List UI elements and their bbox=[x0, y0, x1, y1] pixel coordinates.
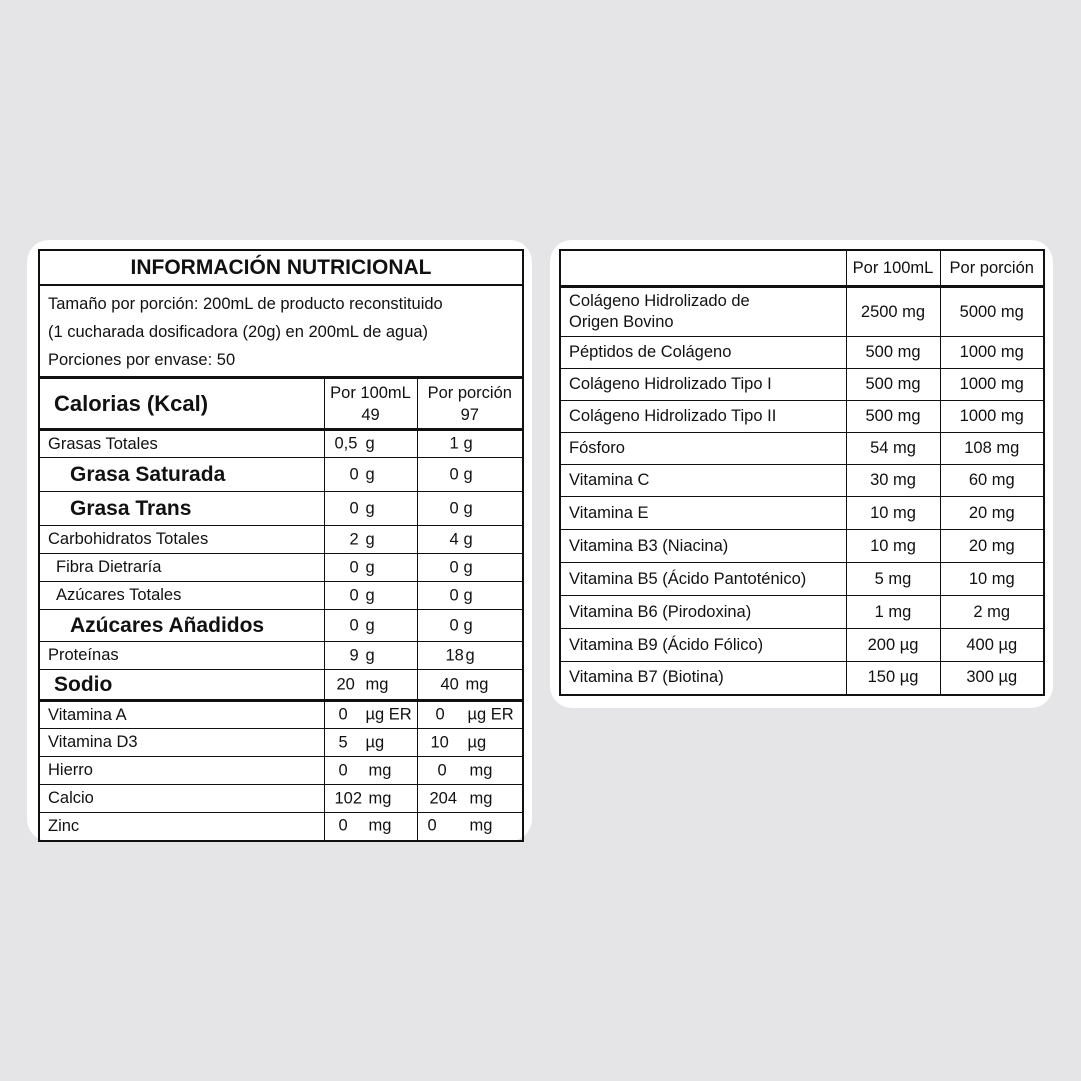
supplement-name: Vitamina B7 (Biotina) bbox=[569, 668, 724, 687]
label-title: INFORMACIÓN NUTRICIONAL bbox=[39, 250, 523, 285]
table-row bbox=[560, 497, 1044, 530]
nutrient-name: Azúcares Totales bbox=[39, 582, 324, 610]
value-per-100ml: 500 mg bbox=[846, 401, 940, 433]
supplement-name: Vitamina B5 (Ácido Pantoténico) bbox=[560, 563, 846, 596]
calories-value-per-serving: 97 bbox=[460, 405, 479, 424]
nutrition-label-main bbox=[27, 240, 532, 841]
calories-per-100ml bbox=[324, 378, 417, 430]
col-header-per-100ml: Por 100mL bbox=[846, 250, 940, 287]
value-per-100ml: 10 mg bbox=[846, 497, 940, 530]
col-header-per-serving: Por porción bbox=[427, 383, 512, 402]
value-per-serving: 10 bbox=[430, 733, 449, 751]
serving-info bbox=[39, 285, 523, 378]
nutrient-name: Zinc bbox=[48, 816, 80, 835]
nutrient-name: Vitamina A bbox=[39, 701, 324, 729]
table-row bbox=[39, 642, 523, 670]
value-per-serving: 10 mg bbox=[940, 563, 1044, 596]
unit-per-100ml: µg ER bbox=[365, 705, 412, 724]
supplement-name: Vitamina C bbox=[560, 465, 846, 497]
table-row bbox=[560, 530, 1044, 563]
value-per-serving: 0 bbox=[449, 586, 459, 604]
calories-label: Calorias (Kcal) bbox=[39, 378, 324, 430]
value-per-serving: 18 bbox=[445, 646, 464, 664]
value-per-100ml: 0 bbox=[338, 816, 348, 835]
unit-per-serving: g bbox=[463, 465, 473, 483]
unit-per-100ml: mg bbox=[368, 789, 392, 807]
value-per-serving: 0 bbox=[449, 616, 459, 634]
value-per-serving: 60 mg bbox=[940, 465, 1044, 497]
unit-per-serving: g bbox=[463, 558, 473, 576]
table-row bbox=[560, 465, 1044, 497]
value-per-100ml: 5 bbox=[338, 733, 348, 751]
value-per-serving: 0 bbox=[427, 816, 437, 835]
unit-per-serving: g bbox=[463, 499, 473, 517]
unit-per-serving: mg bbox=[469, 789, 493, 807]
nutrient-name: Hierro bbox=[39, 757, 324, 785]
value-per-100ml: 500 mg bbox=[846, 369, 940, 401]
header-blank bbox=[560, 250, 846, 287]
value-per-100ml: 0 bbox=[349, 465, 359, 483]
nutrient-name: Fibra Dietraría bbox=[39, 554, 324, 582]
nutrition-label-supplements bbox=[550, 240, 1053, 708]
value-per-100ml: 10 mg bbox=[846, 530, 940, 563]
unit-per-100ml: g bbox=[365, 646, 375, 664]
value-per-100ml: 9 bbox=[349, 646, 359, 664]
value-per-100ml: 0 bbox=[338, 705, 348, 724]
nutrient-name: Grasa Saturada bbox=[39, 458, 324, 492]
value-per-serving: 20 mg bbox=[940, 497, 1044, 530]
value-per-100ml: 102 bbox=[334, 789, 363, 807]
unit-per-serving: µg ER bbox=[467, 705, 514, 724]
value-per-100ml: 0 bbox=[338, 761, 348, 779]
value-per-100ml: 2500 mg bbox=[846, 287, 940, 337]
unit-per-serving: mg bbox=[469, 816, 493, 835]
supplement-name: Vitamina B3 (Niacina) bbox=[560, 530, 846, 563]
table-row bbox=[39, 757, 523, 785]
table-row bbox=[39, 554, 523, 582]
value-per-100ml: 200 µg bbox=[846, 629, 940, 662]
table-row bbox=[560, 662, 1044, 695]
value-per-100ml: 150 µg bbox=[846, 662, 940, 695]
table-row bbox=[39, 430, 523, 458]
value-per-100ml: 500 mg bbox=[846, 337, 940, 369]
unit-per-100ml: g bbox=[365, 586, 375, 604]
unit-per-100ml: mg bbox=[368, 761, 392, 779]
value-per-100ml: 1 mg bbox=[846, 596, 940, 629]
value-per-100ml: 0 bbox=[349, 586, 359, 604]
table-row bbox=[39, 458, 523, 492]
unit-per-100ml: g bbox=[365, 530, 375, 548]
value-per-serving: 0 bbox=[449, 558, 459, 576]
supplement-name: Colágeno Hidrolizado de Origen Bovino bbox=[560, 287, 846, 337]
col-header-per-100ml: Por 100mL bbox=[330, 383, 411, 402]
table-row bbox=[560, 369, 1044, 401]
value-per-serving: 0 bbox=[449, 465, 459, 483]
nutrition-facts-table bbox=[38, 249, 524, 842]
value-per-serving: 5000 mg bbox=[940, 287, 1044, 337]
value-per-serving: 0 bbox=[435, 705, 445, 724]
serving-detail: (1 cucharada dosificadora (20g) en 200mL de agua) bbox=[48, 323, 429, 341]
unit-per-serving: g bbox=[463, 586, 473, 604]
value-per-100ml: 20 bbox=[336, 675, 355, 693]
unit-per-100ml: g bbox=[365, 499, 375, 517]
table-row bbox=[39, 526, 523, 554]
table-row bbox=[39, 785, 523, 813]
supplement-facts-table bbox=[559, 249, 1045, 696]
value-per-100ml: 30 mg bbox=[846, 465, 940, 497]
value-per-100ml: 0 bbox=[349, 499, 359, 517]
table-row bbox=[39, 701, 523, 729]
value-per-100ml: 54 mg bbox=[846, 433, 940, 465]
nutrient-name: Proteínas bbox=[39, 642, 324, 670]
table-row bbox=[39, 582, 523, 610]
unit-per-serving: g bbox=[465, 646, 475, 664]
table-row bbox=[560, 337, 1044, 369]
table-row bbox=[39, 610, 523, 642]
value-per-serving: 1 bbox=[449, 434, 459, 453]
value-per-serving: 108 mg bbox=[940, 433, 1044, 465]
unit-per-serving: g bbox=[463, 434, 473, 453]
value-per-serving: 20 mg bbox=[940, 530, 1044, 563]
supplement-name: Péptidos de Colágeno bbox=[560, 337, 846, 369]
serving-size: Tamaño por porción: 200mL de producto reconstituido bbox=[48, 295, 443, 313]
supplement-name: Colágeno Hidrolizado Tipo I bbox=[560, 369, 846, 401]
supplement-name: Fósforo bbox=[560, 433, 846, 465]
value-per-serving: 40 bbox=[440, 675, 459, 693]
unit-per-serving: mg bbox=[469, 761, 493, 779]
calories-value-per-100ml: 49 bbox=[361, 405, 380, 424]
nutrient-name: Azúcares Añadidos bbox=[39, 610, 324, 642]
unit-per-serving: g bbox=[463, 530, 473, 548]
table-row bbox=[39, 729, 523, 757]
table-row bbox=[560, 433, 1044, 465]
value-per-100ml: 5 mg bbox=[846, 563, 940, 596]
nutrient-name: Calcio bbox=[39, 785, 324, 813]
supplement-name: Colágeno Hidrolizado Tipo II bbox=[560, 401, 846, 433]
table-row bbox=[39, 670, 523, 701]
value-per-serving: 300 µg bbox=[940, 662, 1044, 695]
value-per-100ml: 0 bbox=[349, 558, 359, 576]
unit-per-100ml: mg bbox=[365, 675, 389, 693]
table-row bbox=[560, 401, 1044, 433]
value-per-serving: 4 bbox=[449, 530, 459, 548]
unit-per-100ml: g bbox=[365, 465, 375, 483]
supplement-name: Vitamina B9 (Ácido Fólico) bbox=[560, 629, 846, 662]
table-row bbox=[560, 287, 1044, 337]
table-row bbox=[560, 596, 1044, 629]
value-per-serving: 1000 mg bbox=[940, 337, 1044, 369]
value-per-serving: 0 bbox=[449, 499, 459, 517]
nutrient-name: Carbohidratos Totales bbox=[39, 526, 324, 554]
unit-per-100ml: g bbox=[365, 616, 375, 634]
value-per-serving: 204 bbox=[429, 789, 458, 807]
value-per-serving: 2 mg bbox=[940, 596, 1044, 629]
table-row bbox=[560, 629, 1044, 662]
unit-per-serving: mg bbox=[465, 675, 489, 693]
unit-per-100ml: g bbox=[365, 558, 375, 576]
value-per-serving: 1000 mg bbox=[940, 401, 1044, 433]
value-per-100ml: 0 bbox=[349, 616, 359, 634]
unit-per-serving: g bbox=[463, 616, 473, 634]
value-per-serving: 400 µg bbox=[940, 629, 1044, 662]
value-per-100ml: 0,5 bbox=[334, 434, 358, 453]
servings-per-container: Porciones por envase: 50 bbox=[48, 351, 236, 369]
table-row bbox=[560, 563, 1044, 596]
supplement-name: Vitamina B6 (Pirodoxina) bbox=[560, 596, 846, 629]
unit-per-serving: µg bbox=[467, 733, 487, 751]
value-per-serving: 1000 mg bbox=[940, 369, 1044, 401]
nutrient-name: Sodio bbox=[39, 670, 324, 701]
col-header-per-serving: Por porción bbox=[940, 250, 1044, 287]
unit-per-100ml: µg bbox=[365, 733, 385, 751]
nutrient-name: Grasa Trans bbox=[39, 492, 324, 526]
nutrient-name: Vitamina D3 bbox=[39, 729, 324, 757]
value-per-100ml: 2 bbox=[349, 530, 359, 548]
unit-per-100ml: g bbox=[365, 434, 375, 453]
calories-per-serving bbox=[417, 378, 523, 430]
supplement-name: Vitamina E bbox=[560, 497, 846, 530]
unit-per-100ml: mg bbox=[368, 816, 392, 835]
nutrient-name: Grasas Totales bbox=[39, 430, 324, 458]
value-per-serving: 0 bbox=[437, 761, 447, 779]
table-row bbox=[39, 813, 523, 841]
table-row bbox=[39, 492, 523, 526]
